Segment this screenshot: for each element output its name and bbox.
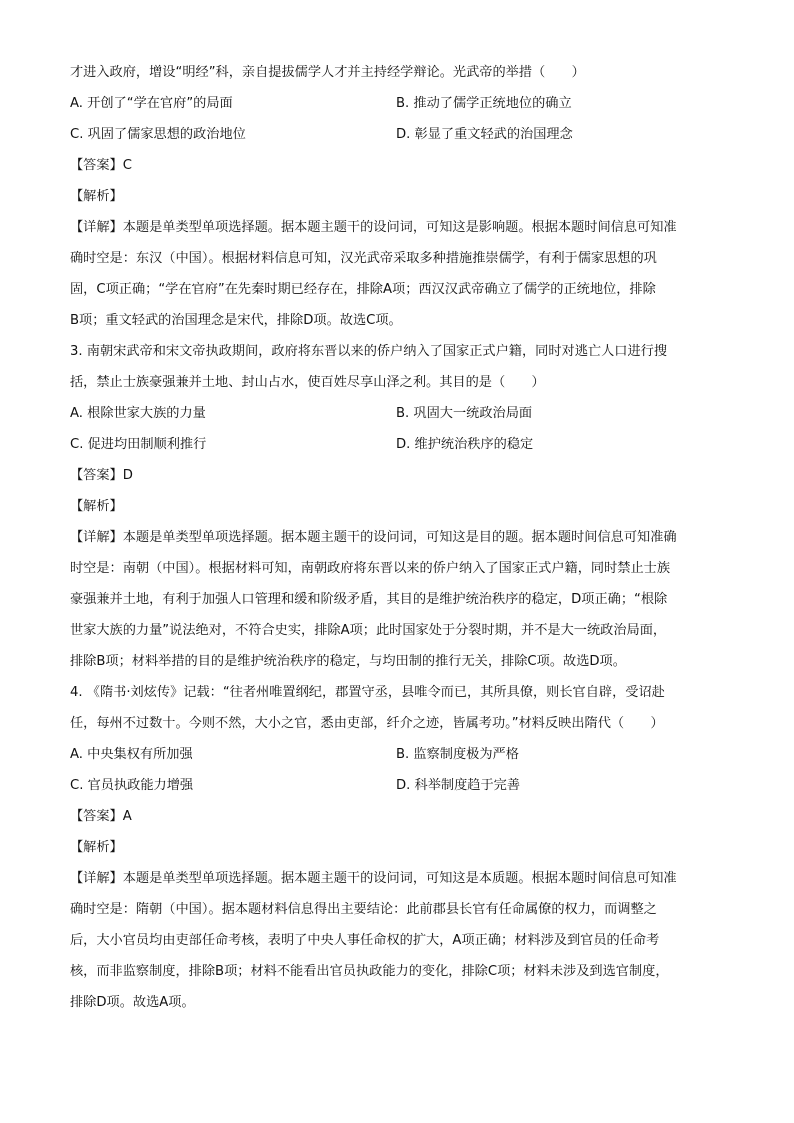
q4-option-b[interactable]: B. 监察制度极为严格 <box>396 747 519 762</box>
q3-option-d[interactable]: D. 维护统治秩序的稳定 <box>396 437 534 452</box>
q3-option-b[interactable]: B. 巩固大一统政治局面 <box>396 406 533 421</box>
q4-stem-line-2: 任，每州不过数十。今则不然，大小之官，悉由吏部，纤介之迹，皆属考功。”材料反映出隋代（ ） <box>70 716 664 731</box>
q2-detail-line-4: B项；重文轻武的治国理念是宋代，排除D项。故选C项。 <box>70 313 402 328</box>
q3-detail-line-5: 排除B项；材料举措的目的是维护统治秩序的稳定，与均田制的推行无关，排除C项。故选D项。 <box>70 654 626 669</box>
q4-stem-line-1: 4. 《隋书·刘炫传》记载：“往者州唯置纲纪，郡置守丞，县唯令而已，其所具僚，则长官自辟，受诏赴 <box>70 685 665 700</box>
q4-options-row-2 <box>70 776 730 796</box>
q3-stem-line-1: 3. 南朝宋武帝和宋文帝执政期间，政府将东晋以来的侨户纳入了国家正式户籍，同时对逃亡人口进行搜 <box>70 344 668 359</box>
q3-options-row-2 <box>70 435 730 455</box>
q2-option-a[interactable]: A. 开创了“学在官府”的局面 <box>70 96 233 111</box>
q4-option-a[interactable]: A. 中央集权有所加强 <box>70 747 193 762</box>
document-page <box>70 63 730 1024</box>
q4-detail-line-5: 排除D项。故选A项。 <box>70 995 195 1010</box>
q3-answer: 【答案】D <box>70 468 133 483</box>
q4-answer: 【答案】A <box>70 809 132 824</box>
q4-options-row-1 <box>70 745 730 765</box>
q2-options-row-2 <box>70 125 730 145</box>
q2-detail-line-3: 固，C项正确；“学在官府”在先秦时期已经存在，排除A项；西汉汉武帝确立了儒学的正统地位，排除 <box>70 282 656 297</box>
q3-stem-line-2: 括，禁止士族豪强兼并土地、封山占水，使百姓尽享山泽之利。其目的是（ ） <box>70 375 545 390</box>
q2-detail-line-1: 【详解】本题是单类型单项选择题。据本题主题干的设问词，可知这是影响题。根据本题时间信息可知准 <box>70 220 677 235</box>
q2-options-row-1 <box>70 94 730 114</box>
q2-answer: 【答案】C <box>70 158 132 173</box>
q4-analysis-label: 【解析】 <box>70 840 123 855</box>
q2-option-d[interactable]: D. 彰显了重文轻武的治国理念 <box>396 127 573 142</box>
q3-detail-line-3: 豪强兼并土地，有利于加强人口管理和缓和阶级矛盾，其目的是维护统治秩序的稳定，D项正确；“根除 <box>70 592 668 607</box>
q4-detail-line-2: 确时空是：隋朝（中国）。据本题材料信息得出主要结论：此前郡县长官有任命属僚的权力，而调整之 <box>70 902 657 917</box>
q2-stem-line: 才进入政府，增设“明经”科，亲自提拔儒学人才并主持经学辩论。光武帝的举措（ ） <box>70 65 585 80</box>
q4-option-d[interactable]: D. 科举制度趋于完善 <box>396 778 521 793</box>
q2-option-b[interactable]: B. 推动了儒学正统地位的确立 <box>396 96 572 111</box>
q3-option-a[interactable]: A. 根除世家大族的力量 <box>70 406 206 421</box>
q3-analysis-label: 【解析】 <box>70 499 123 514</box>
q4-detail-line-1: 【详解】本题是单类型单项选择题。据本题主题干的设问词，可知这是本质题。根据本题时间信息可知准 <box>70 871 677 886</box>
q3-detail-line-4: 世家大族的力量”说法绝对，不符合史实，排除A项；此时国家处于分裂时期，并不是大一统政治局面， <box>70 623 667 638</box>
q4-option-c[interactable]: C. 官员执政能力增强 <box>70 778 194 793</box>
q4-detail-line-4: 核，而非监察制度，排除B项；材料不能看出官员执政能力的变化，排除C项；材料未涉及到选官制度， <box>70 964 669 979</box>
q2-option-c[interactable]: C. 巩固了儒家思想的政治地位 <box>70 127 246 142</box>
q4-detail-line-3: 后，大小官员均由吏部任命考核，表明了中央人事任命权的扩大，A项正确；材料涉及到官员的任命考 <box>70 933 660 948</box>
q3-option-c[interactable]: C. 促进均田制顺利推行 <box>70 437 207 452</box>
q3-detail-line-1: 【详解】本题是单类型单项选择题。据本题主题干的设问词，可知这是目的题。据本题时间信息可知准确 <box>70 530 677 545</box>
q2-detail-line-2: 确时空是：东汉（中国）。根据材料信息可知，汉光武帝采取多种措施推崇儒学，有利于儒家思想的巩 <box>70 251 657 266</box>
q2-analysis-label: 【解析】 <box>70 189 123 204</box>
q3-options-row-1 <box>70 404 730 424</box>
q3-detail-line-2: 时空是：南朝（中国）。根据材料可知，南朝政府将东晋以来的侨户纳入了国家正式户籍，同时禁止士族 <box>70 561 671 576</box>
